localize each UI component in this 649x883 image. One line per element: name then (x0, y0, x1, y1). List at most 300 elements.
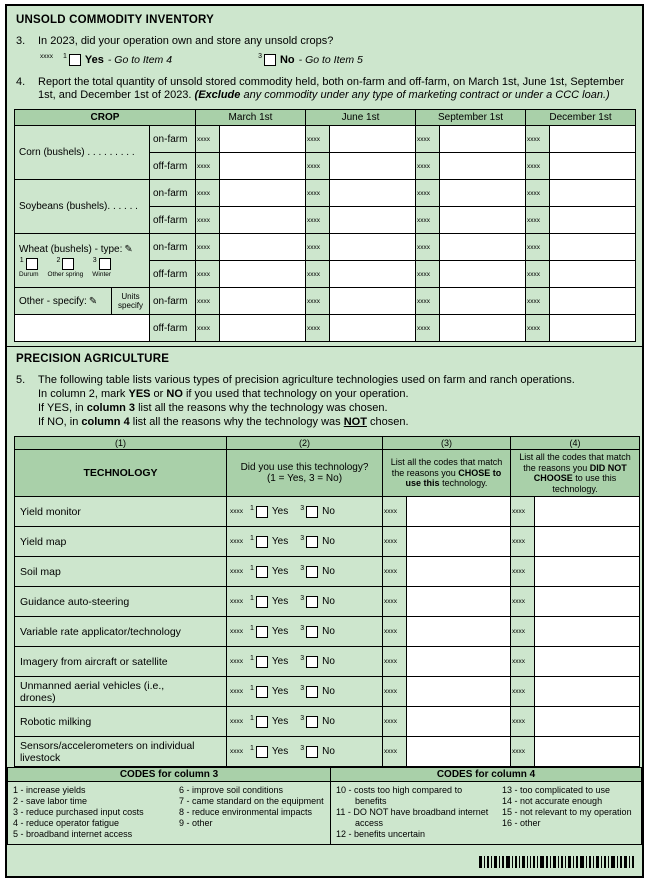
yes-checkbox[interactable] (256, 716, 268, 728)
cell-code: xxxx (306, 315, 330, 342)
cell-code: xxxx (230, 688, 243, 695)
yes-checkbox[interactable] (256, 536, 268, 548)
code-item: 1 - increase yields (13, 785, 86, 795)
quantity-input-cell[interactable] (440, 261, 526, 288)
cell-code: xxxx (526, 180, 550, 207)
cell-code: xxxx (196, 180, 220, 207)
form-page (5, 4, 644, 878)
quantity-input-cell[interactable] (220, 126, 306, 153)
code-item: 4 - reduce operator fatigue (13, 818, 120, 828)
cell-code: xxxx (416, 207, 440, 234)
codes-chosen-input[interactable] (407, 737, 511, 767)
quantity-input-cell[interactable] (330, 261, 416, 288)
q3-cell-code: xxxx (40, 52, 53, 60)
cell-code: xxxx (230, 748, 243, 755)
cell-code: xxxx (230, 508, 243, 515)
no-checkbox[interactable] (306, 716, 318, 728)
cell-code: xxxx (306, 234, 330, 261)
cell-code: xxxx (416, 234, 440, 261)
yes-checkbox[interactable] (256, 656, 268, 668)
q5-line-3 (38, 402, 631, 415)
cell-code: xxxx (230, 718, 243, 725)
subtype-label: Durum (19, 270, 39, 278)
cell-code: xxxx (416, 180, 440, 207)
cell-code: xxxx (383, 617, 407, 647)
codes-chosen-bold: CHOSE to use this (405, 467, 502, 489)
technology-header: TECHNOLOGY (15, 450, 227, 497)
yes-label: Yes (271, 596, 289, 607)
cell-code: xxxx (511, 527, 535, 557)
quantity-input-cell[interactable] (330, 153, 416, 180)
quantity-input-cell[interactable] (220, 315, 306, 342)
code-item: 13 - too complicated to use (502, 785, 611, 795)
subtype-code-number: 1 (19, 256, 24, 264)
code-item: 2 - save labor time (13, 796, 88, 806)
cell-code: xxxx (511, 557, 535, 587)
cell-code: xxxx (383, 707, 407, 737)
cell-code: xxxx (383, 737, 407, 767)
date-header-june: June 1st (306, 110, 416, 126)
column-number-4: (4) (511, 437, 640, 450)
q3-no-option (258, 54, 363, 66)
quantity-input-cell[interactable] (330, 288, 416, 315)
code-item: 8 - reduce environmental impacts (179, 807, 313, 817)
code-item: 6 - improve soil conditions (179, 785, 284, 795)
codes-box-column-4 (331, 767, 642, 845)
no-label: No (279, 54, 295, 66)
code-item: 9 - other (179, 818, 213, 828)
use-technology-cell (227, 647, 383, 677)
date-header-september: September 1st (416, 110, 526, 126)
table-row-other-offfarm (15, 315, 636, 342)
codes-box-column-3 (7, 767, 331, 845)
table-row-imagery (15, 647, 640, 677)
q5-line-2 (38, 388, 631, 401)
codes4-left-column (336, 785, 494, 840)
no-label: No (322, 686, 335, 697)
no-checkbox[interactable] (306, 686, 318, 698)
question-3-number: 3. (16, 35, 26, 47)
yes-label: Yes (271, 626, 289, 637)
use-technology-header (227, 450, 383, 497)
no-label: No (322, 656, 335, 667)
no-checkbox[interactable] (306, 566, 318, 578)
codes-not-chosen-text: to use this technology. (552, 473, 617, 494)
cell-code: xxxx (526, 234, 550, 261)
yes-label: Yes (271, 656, 289, 667)
cell-code: xxxx (306, 153, 330, 180)
cell-code: xxxx (526, 153, 550, 180)
cell-code: xxxx (526, 261, 550, 288)
yes-code-number: 1 (250, 594, 254, 602)
no-code-number: 3 (300, 594, 305, 602)
codes-chosen-text: technology. (439, 478, 488, 489)
subtype-code-number: 3 (92, 256, 97, 264)
yes-code-number: 1 (250, 564, 254, 572)
table-row-wheat-onfarm (15, 234, 636, 261)
use-header-line1: Did you use this technology? (240, 462, 369, 473)
codes-not-chosen-input[interactable] (535, 557, 640, 587)
yes-label: Yes (271, 686, 289, 697)
cell-code: xxxx (416, 288, 440, 315)
quantity-input-cell[interactable] (220, 234, 306, 261)
yes-checkbox[interactable] (256, 686, 268, 698)
cell-code: xxxx (416, 315, 440, 342)
table-row-guidance-auto-steering (15, 587, 640, 617)
code-item: 7 - came standard on the equipment (179, 796, 324, 806)
other-label-text: Other - specify: (19, 295, 87, 307)
cell-code: xxxx (306, 288, 330, 315)
technology-label: Sensors/accelerometers on individual livestock (15, 737, 227, 767)
section-divider (7, 346, 642, 347)
wheat-durum-checkbox[interactable] (26, 258, 38, 270)
codes3-right-column (179, 785, 325, 840)
codes-chosen-header (383, 450, 511, 497)
cell-code: xxxx (383, 497, 407, 527)
code-item: 3 - reduce purchased input costs (13, 807, 144, 817)
cell-code: xxxx (196, 126, 220, 153)
tech-table-header-row (15, 450, 640, 497)
cell-code: xxxx (383, 587, 407, 617)
quantity-input-cell[interactable] (220, 153, 306, 180)
table-row-sensors-livestock (15, 737, 640, 767)
codes-not-chosen-input[interactable] (535, 677, 640, 707)
wheat-subtype-other-spring (48, 258, 84, 278)
no-checkbox[interactable] (306, 536, 318, 548)
pencil-icon: ✎ (124, 243, 133, 255)
q5-line4-text: If NO, in (38, 416, 82, 428)
quantity-input-cell[interactable] (330, 234, 416, 261)
no-label: No (322, 716, 335, 727)
codes-section (7, 767, 642, 845)
cell-code: xxxx (230, 568, 243, 575)
pencil-icon: ✎ (88, 295, 98, 307)
code-item: 11 - DO NOT have broadband internet access (336, 807, 489, 828)
codes-chosen-input[interactable] (407, 617, 511, 647)
yes-code-number: 1 (250, 654, 254, 662)
quantity-input-cell[interactable] (330, 180, 416, 207)
date-header-march: March 1st (196, 110, 306, 126)
code-item: 10 - costs too high compared to benefits (336, 785, 463, 806)
codes-chosen-input[interactable] (407, 677, 511, 707)
no-checkbox[interactable] (306, 626, 318, 638)
no-goto-text: - Go to Item 5 (298, 54, 363, 66)
use-technology-cell (227, 527, 383, 557)
cell-code: xxxx (306, 180, 330, 207)
yes-label: Yes (271, 566, 289, 577)
quantity-input-cell[interactable] (440, 126, 526, 153)
quantity-input-cell[interactable] (440, 207, 526, 234)
question-4 (14, 76, 635, 102)
use-technology-cell (227, 587, 383, 617)
yes-code-number: 1 (250, 744, 254, 752)
q4-exclude-rest: any commodity under any type of marketing contract or under a CCC loan.) (240, 89, 610, 101)
quantity-input-cell[interactable] (550, 126, 636, 153)
q5-line4-text: chosen. (366, 416, 409, 428)
cell-code: xxxx (196, 315, 220, 342)
q5-yes-bold: YES (128, 388, 151, 400)
q3-no-checkbox[interactable] (264, 54, 276, 66)
location-label: on-farm (150, 234, 196, 261)
code-item: 14 - not accurate enough (502, 796, 603, 806)
question-5 (14, 374, 635, 430)
quantity-input-cell[interactable] (440, 153, 526, 180)
section-title-unsold-commodity: UNSOLD COMMODITY INVENTORY (16, 14, 214, 26)
codes4-right-column (502, 785, 636, 840)
cell-code: xxxx (511, 587, 535, 617)
yes-goto-text: - Go to Item 4 (107, 54, 173, 66)
yes-code-number: 1 (63, 53, 67, 60)
cell-code: xxxx (416, 153, 440, 180)
crop-label-soybeans: Soybeans (bushels). . . . . . (15, 180, 150, 234)
cell-code: xxxx (306, 261, 330, 288)
table-row-soil-map (15, 557, 640, 587)
no-code-number: 3 (300, 564, 305, 572)
quantity-input-cell[interactable] (550, 207, 636, 234)
codes-not-chosen-input[interactable] (535, 497, 640, 527)
code-item: 15 - not relevant to my operation (502, 807, 632, 817)
codes-column-3-body (8, 782, 330, 844)
quantity-input-cell[interactable] (440, 180, 526, 207)
codes-chosen-input[interactable] (407, 497, 511, 527)
cell-code: xxxx (196, 234, 220, 261)
crop-label-wheat (15, 234, 150, 288)
other-specify-writein[interactable] (15, 315, 150, 342)
codes-not-chosen-input[interactable] (535, 617, 640, 647)
cell-code: xxxx (230, 598, 243, 605)
technology-label: Imagery from aircraft or satellite (15, 647, 227, 677)
quantity-input-cell[interactable] (550, 288, 636, 315)
location-label: off-farm (150, 207, 196, 234)
no-code-number: 3 (300, 744, 305, 752)
no-label: No (322, 596, 335, 607)
location-label: on-farm (150, 288, 196, 315)
yes-checkbox[interactable] (256, 596, 268, 608)
q5-no-bold: NO (166, 388, 183, 400)
q5-column3-bold: column 3 (86, 402, 136, 414)
cell-code: xxxx (511, 617, 535, 647)
no-checkbox[interactable] (306, 746, 318, 758)
quantity-input-cell[interactable] (440, 288, 526, 315)
column-number-2: (2) (227, 437, 383, 450)
wheat-subtype-durum (19, 258, 39, 278)
codes-not-chosen-input[interactable] (535, 707, 640, 737)
no-checkbox[interactable] (306, 656, 318, 668)
no-code-number: 3 (300, 504, 305, 512)
yes-code-number: 1 (250, 624, 254, 632)
question-4-number: 4. (16, 76, 26, 88)
date-header-december: December 1st (526, 110, 636, 126)
question-3 (14, 35, 635, 48)
no-checkbox[interactable] (306, 506, 318, 518)
q5-line2-text: In column 2, mark (38, 388, 129, 400)
codes-chosen-input[interactable] (407, 527, 511, 557)
technology-label: Soil map (15, 557, 227, 587)
quantity-input-cell[interactable] (330, 207, 416, 234)
use-technology-cell (227, 737, 383, 767)
q5-line3-text: list all the reasons why the technology was chosen. (135, 402, 388, 414)
yes-checkbox[interactable] (256, 566, 268, 578)
table-row-yield-monitor (15, 497, 640, 527)
q5-line4-text: list all the reasons why the technology was (129, 416, 344, 428)
no-code-number: 3 (258, 53, 262, 60)
codes-chosen-input[interactable] (407, 707, 511, 737)
cell-code: xxxx (526, 315, 550, 342)
codes-not-chosen-input[interactable] (535, 647, 640, 677)
q5-line2-text: if you used that technology on your operation. (182, 388, 409, 400)
precision-technology-table (14, 436, 640, 767)
yes-checkbox[interactable] (256, 626, 268, 638)
quantity-input-cell[interactable] (220, 180, 306, 207)
yes-label: Yes (271, 506, 289, 517)
quantity-input-cell[interactable] (330, 315, 416, 342)
cell-code: xxxx (511, 707, 535, 737)
quantity-input-cell[interactable] (550, 315, 636, 342)
cell-code: xxxx (526, 288, 550, 315)
cell-code: xxxx (526, 207, 550, 234)
no-code-number: 3 (300, 714, 305, 722)
quantity-input-cell[interactable] (550, 234, 636, 261)
q5-line2-text: or (150, 388, 167, 400)
code-item: 16 - other (502, 818, 541, 828)
q5-not-underline: NOT (343, 416, 367, 428)
technology-label: Yield monitor (15, 497, 227, 527)
cell-code: xxxx (306, 207, 330, 234)
yes-checkbox[interactable] (256, 746, 268, 758)
cell-code: xxxx (511, 647, 535, 677)
table-row-robotic-milking (15, 707, 640, 737)
no-label: No (322, 566, 335, 577)
cell-code: xxxx (511, 497, 535, 527)
q3-answer-row (40, 54, 635, 66)
q3-yes-checkbox[interactable] (69, 54, 81, 66)
use-header-line2: (1 = Yes, 3 = No) (266, 473, 343, 484)
subtype-label: Other spring (47, 270, 84, 278)
cell-code: xxxx (230, 658, 243, 665)
yes-checkbox[interactable] (256, 506, 268, 518)
yes-label: Yes (84, 54, 104, 66)
codes-chosen-input[interactable] (407, 647, 511, 677)
cell-code: xxxx (306, 126, 330, 153)
cell-code: xxxx (511, 677, 535, 707)
codes-column-3-title: CODES for column 3 (8, 768, 330, 782)
q5-line3-text: If YES, in (38, 402, 87, 414)
q5-line-4 (38, 416, 631, 429)
yes-code-number: 1 (250, 534, 254, 542)
quantity-input-cell[interactable] (220, 207, 306, 234)
technology-label: Yield map (15, 527, 227, 557)
technology-label: Unmanned aerial vehicles (i.e., drones) (15, 677, 227, 707)
quantity-input-cell[interactable] (220, 261, 306, 288)
quantity-input-cell[interactable] (220, 288, 306, 315)
use-technology-cell (227, 617, 383, 647)
wheat-subtype-winter (92, 258, 111, 278)
table-row-corn-onfarm (15, 126, 636, 153)
codes-not-chosen-header (511, 450, 640, 497)
use-technology-cell (227, 677, 383, 707)
q4-main-text: Report the total quantity of unsold stored commodity held, both on-farm and off-farm, on March 1st, June 1st, September 1st, and December 1st of 2023. (38, 76, 625, 101)
cell-code: xxxx (383, 527, 407, 557)
quantity-input-cell[interactable] (550, 180, 636, 207)
question-5-number: 5. (16, 374, 26, 386)
cell-code: xxxx (526, 126, 550, 153)
barcode (479, 855, 635, 873)
column-number-3: (3) (383, 437, 511, 450)
crop-inventory-table (14, 109, 636, 342)
yes-code-number: 1 (250, 684, 254, 692)
codes-not-chosen-input[interactable] (535, 587, 640, 617)
no-code-number: 3 (300, 684, 305, 692)
codes-chosen-input[interactable] (407, 557, 511, 587)
column-number-row (15, 437, 640, 450)
cell-code: xxxx (416, 261, 440, 288)
cell-code: xxxx (383, 677, 407, 707)
codes-chosen-input[interactable] (407, 587, 511, 617)
yes-code-number: 1 (250, 714, 254, 722)
no-label: No (322, 506, 335, 517)
cell-code: xxxx (196, 153, 220, 180)
cell-code: xxxx (383, 557, 407, 587)
technology-label: Variable rate applicator/technology (15, 617, 227, 647)
quantity-input-cell[interactable] (550, 153, 636, 180)
codes-not-chosen-input[interactable] (535, 737, 640, 767)
wheat-other-spring-checkbox[interactable] (62, 258, 74, 270)
no-code-number: 3 (300, 534, 305, 542)
no-checkbox[interactable] (306, 596, 318, 608)
no-code-number: 3 (300, 624, 305, 632)
yes-label: Yes (271, 746, 289, 757)
quantity-input-cell[interactable] (550, 261, 636, 288)
no-label: No (322, 746, 335, 757)
location-label: off-farm (150, 315, 196, 342)
technology-label: Robotic milking (15, 707, 227, 737)
q4-exclude-bold: (Exclude (194, 89, 241, 101)
location-label: on-farm (150, 126, 196, 153)
cell-code: xxxx (196, 261, 220, 288)
wheat-subtype-row (19, 258, 147, 278)
q3-yes-option (63, 54, 172, 66)
yes-code-number: 1 (250, 504, 254, 512)
crop-label-other (15, 288, 112, 315)
table-row-variable-rate (15, 617, 640, 647)
use-technology-cell (227, 497, 383, 527)
table-row-other-onfarm (15, 288, 636, 315)
table-row-yield-map (15, 527, 640, 557)
crop-column-header: CROP (15, 110, 196, 126)
cell-code: xxxx (230, 538, 243, 545)
codes-not-chosen-input[interactable] (535, 527, 640, 557)
subtype-code-number: 2 (56, 256, 61, 264)
no-label: No (322, 536, 335, 547)
wheat-winter-checkbox[interactable] (99, 258, 111, 270)
technology-label: Guidance auto-steering (15, 587, 227, 617)
use-technology-cell (227, 557, 383, 587)
units-specify-label: Units specify (112, 288, 150, 315)
quantity-input-cell[interactable] (440, 234, 526, 261)
quantity-input-cell[interactable] (440, 315, 526, 342)
yes-label: Yes (271, 716, 289, 727)
cell-code: xxxx (196, 207, 220, 234)
q5-column4-bold: column 4 (81, 416, 130, 428)
quantity-input-cell[interactable] (330, 126, 416, 153)
wheat-label-text: Wheat (bushels) - type: (19, 243, 123, 255)
table-row-drones (15, 677, 640, 707)
location-label: off-farm (150, 153, 196, 180)
codes-not-chosen-bold: DID NOT CHOOSE (533, 462, 627, 483)
code-item: 12 - benefits uncertain (336, 829, 426, 839)
question-5-text (38, 374, 635, 430)
cell-code: xxxx (230, 628, 243, 635)
